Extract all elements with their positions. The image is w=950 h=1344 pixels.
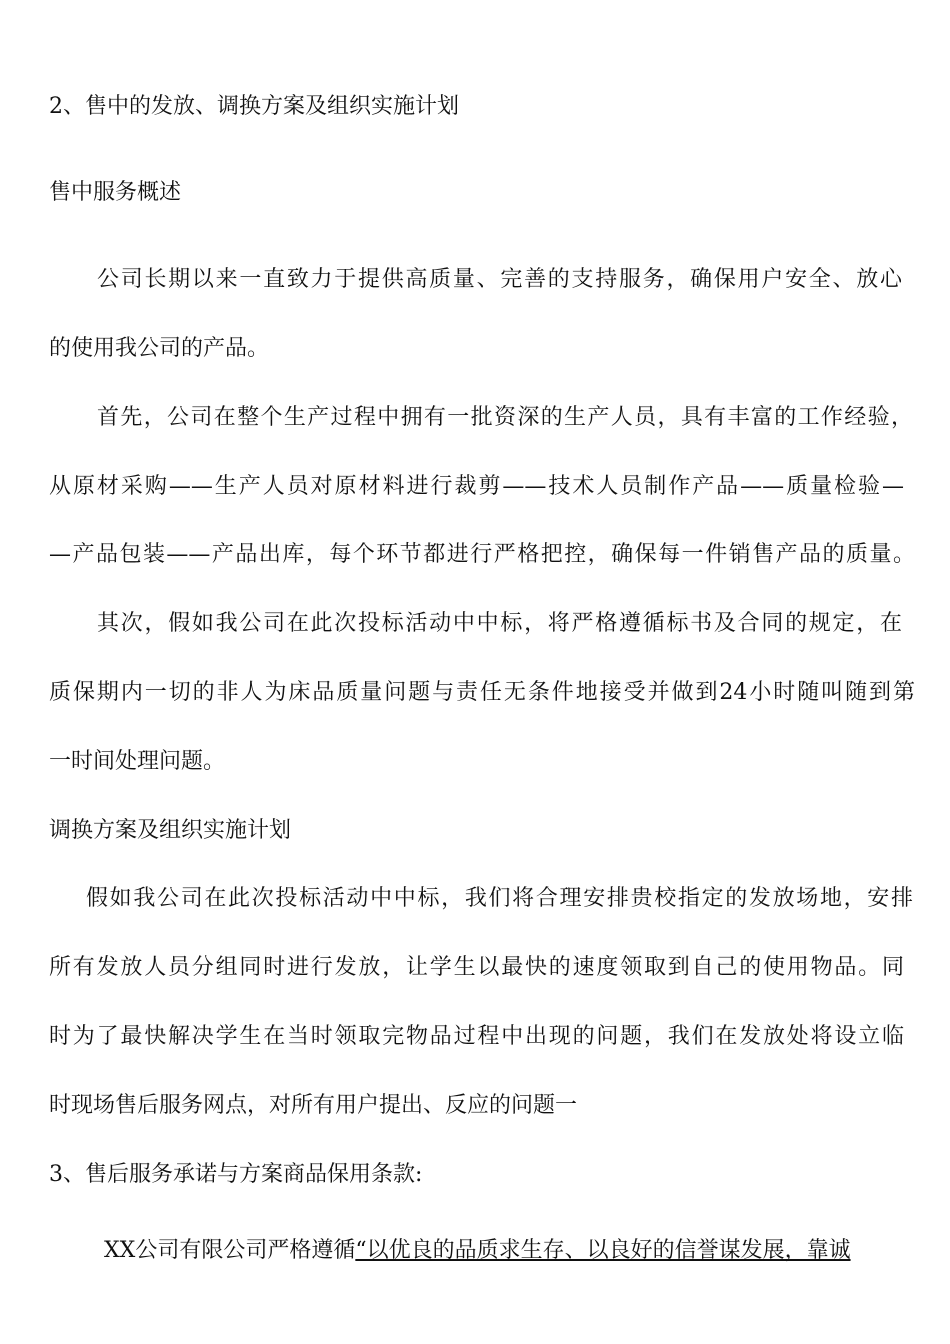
paragraph-service-promise [104,1236,916,1266]
paragraph-line: 一时间处理问题。 [49,749,226,774]
paragraph-line: —产品包装——产品出库，每个环节都进行严格把控，确保每一件销售产品的质量。 [49,542,915,567]
paragraph-line: 假如我公司在此次投标活动中中标，我们将合理安排贵校指定的发放场地，安排 [86,886,913,911]
subheading-exchange-plan: 调换方案及组织实施计划 [49,818,292,843]
paragraph-line: 的使用我公司的产品。 [49,336,270,361]
paragraph-line: 其次，假如我公司在此次投标活动中中标，将严格遵循标书及合同的规定，在 [97,611,902,636]
paragraph-line: 首先，公司在整个生产过程中拥有一批资深的生产人员，具有丰富的工作经验， [97,405,913,430]
section-heading-2: 2、售中的发放、调换方案及组织实施计划 [49,94,459,119]
subheading-overview: 售中服务概述 [49,180,182,205]
paragraph-prefix-text: XX公司有限公司严格遵循 [104,1238,356,1263]
paragraph-line: 从原材采购——生产人员对原材料进行裁剪——技术人员制作产品——质量检验— [49,474,904,499]
paragraph-line: 时为了最快解决学生在当时领取完物品过程中出现的问题，我们在发放处将设立临 [49,1024,904,1049]
section-heading-3: 3、售后服务承诺与方案商品保用条款: [49,1162,423,1187]
paragraph-line: 所有发放人员分组同时进行发放，让学生以最快的速度领取到自己的使用物品。同 [49,955,904,980]
paragraph-line: 公司长期以来一直致力于提供高质量、完善的支持服务，确保用户安全、放心 [97,267,902,292]
underlined-quote: “以优良的品质求生存、以良好的信誉谋发展，靠诚 [355,1238,851,1263]
paragraph-line: 质保期内一切的非人为床品质量问题与责任无条件地接受并做到24小时随叫随到第 [49,680,915,705]
paragraph-line: 时现场售后服务网点，对所有用户提出、反应的问题一 [49,1093,578,1118]
